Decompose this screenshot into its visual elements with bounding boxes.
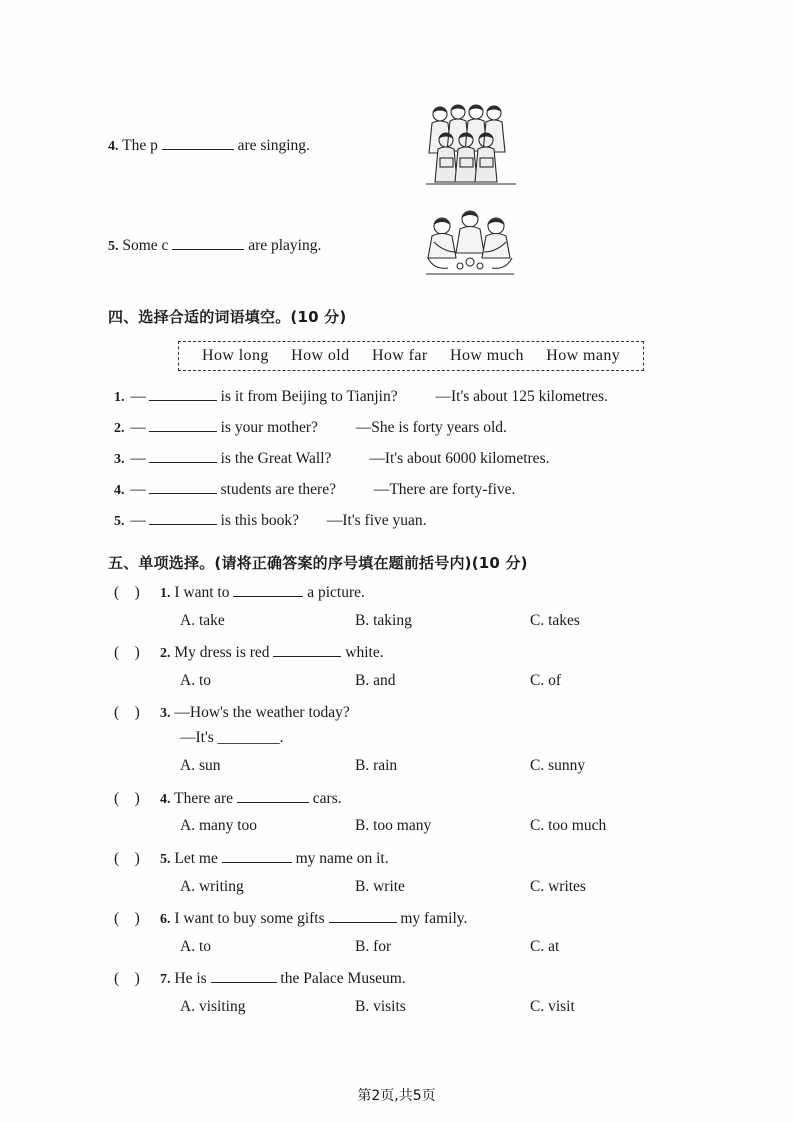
answer-blank[interactable] <box>149 478 217 494</box>
question-4-text <box>108 100 688 157</box>
option-c[interactable]: C. of <box>530 672 561 690</box>
mc-options <box>108 811 688 840</box>
em-dash: — <box>130 481 145 498</box>
item-number: 4. <box>160 791 171 807</box>
option-b[interactable]: B. visits <box>355 998 406 1015</box>
mc-stem <box>108 847 688 872</box>
fill-row <box>108 474 688 505</box>
mc-item <box>108 701 688 780</box>
answer-parenthesis[interactable]: ( ) <box>114 644 140 662</box>
option-a[interactable]: A. sun <box>180 757 221 775</box>
option-b[interactable]: B. taking <box>355 611 412 629</box>
fill-row <box>108 505 688 536</box>
question-5-text <box>108 200 688 257</box>
stem-after: white. <box>345 644 384 662</box>
item-number: 1. <box>114 390 125 405</box>
option-c[interactable]: C. visit <box>530 998 575 1015</box>
answer-blank[interactable] <box>222 847 292 863</box>
page-footer <box>0 1085 793 1105</box>
item-number: 6. <box>160 911 171 927</box>
answer-parenthesis[interactable]: ( ) <box>114 584 140 601</box>
answer-parenthesis[interactable]: ( ) <box>114 849 140 867</box>
answer-blank[interactable] <box>211 967 277 983</box>
option-c[interactable]: C. writes <box>530 877 586 895</box>
option-c[interactable]: C. too much <box>530 817 607 835</box>
stem-after: the Palace Museum. <box>280 970 406 988</box>
picture-question-4 <box>108 100 688 190</box>
mc-stem <box>108 701 688 726</box>
answer-blank[interactable] <box>233 581 303 597</box>
answer-blank[interactable] <box>149 509 217 525</box>
question-5-number: 5. <box>108 239 119 254</box>
fill-row <box>108 412 688 443</box>
option-c[interactable]: C. sunny <box>530 757 586 775</box>
word-bank-item-4: How many <box>546 347 621 364</box>
answer-blank[interactable] <box>149 385 217 401</box>
item-response: —It's five yuan. <box>326 512 427 529</box>
answer-blank[interactable] <box>149 447 217 463</box>
mc-stem <box>108 967 688 992</box>
answer-blank[interactable] <box>329 907 397 923</box>
mc-options <box>108 932 688 961</box>
option-a[interactable]: A. to <box>180 937 211 955</box>
item-response: —It's about 6000 kilometres. <box>369 450 550 467</box>
answer-parenthesis[interactable]: ( ) <box>114 970 140 988</box>
answer-blank[interactable] <box>172 234 244 250</box>
stem-before: I want to <box>174 584 230 601</box>
section-five-heading: 五、单项选择。(请将正确答案的序号填在题前括号内)(10 分) <box>108 554 528 572</box>
option-a[interactable]: A. visiting <box>180 998 246 1015</box>
question-4-before: The p <box>122 137 158 154</box>
option-c[interactable]: C. at <box>530 937 560 955</box>
em-dash: — <box>130 419 145 436</box>
mc-stem-line2: —It's ________. <box>180 729 284 747</box>
item-number: 3. <box>160 706 171 722</box>
children-playing-illustration <box>420 206 520 278</box>
answer-blank[interactable] <box>237 787 309 803</box>
option-b[interactable]: B. too many <box>355 817 432 835</box>
item-prompt: is this book? <box>220 512 299 529</box>
question-5-after: are playing. <box>248 237 322 254</box>
question-5-before: Some c <box>122 237 169 254</box>
stem-before: —How's the weather today? <box>174 704 350 722</box>
stem-after: cars. <box>312 789 342 807</box>
mc-item <box>108 787 688 841</box>
fill-row <box>108 443 688 474</box>
mc-stem <box>108 787 688 812</box>
mc-item <box>108 907 688 961</box>
picture-question-5 <box>108 200 688 288</box>
stem-after: my family. <box>400 909 468 927</box>
mc-options <box>108 606 688 635</box>
stem-before: I want to buy some gifts <box>174 909 325 927</box>
word-bank <box>178 341 644 371</box>
item-number: 4. <box>114 483 125 498</box>
stem-before: My dress is red <box>174 644 270 662</box>
section-four-heading: 四、选择合适的词语填空。(10 分) <box>108 308 347 326</box>
choir-singing-illustration <box>418 100 524 186</box>
fill-row <box>108 381 688 412</box>
item-response: —She is forty years old. <box>355 419 507 436</box>
em-dash: — <box>130 450 145 467</box>
item-prompt: is it from Beijing to Tianjin? <box>220 388 398 405</box>
item-number: 2. <box>160 646 171 662</box>
option-a[interactable]: A. take <box>180 611 225 629</box>
question-4-after: are singing. <box>237 137 310 154</box>
em-dash: — <box>130 512 145 529</box>
word-bank-item-2: How far <box>371 347 428 364</box>
option-b[interactable]: B. write <box>355 877 405 895</box>
mc-item <box>108 967 688 1021</box>
item-number: 7. <box>160 972 171 988</box>
answer-blank[interactable] <box>149 416 217 432</box>
word-bank-item-1: How old <box>291 347 350 364</box>
section-four-items <box>108 381 688 536</box>
mc-stem <box>108 641 688 666</box>
item-response: —It's about 125 kilometres. <box>435 388 608 405</box>
mc-stem <box>108 907 688 932</box>
mc-item <box>108 581 688 635</box>
section-five-items <box>108 581 688 1021</box>
item-prompt: is the Great Wall? <box>220 450 332 467</box>
item-number: 5. <box>160 851 171 867</box>
item-number: 3. <box>114 452 125 467</box>
option-a[interactable]: A. to <box>180 672 211 690</box>
answer-blank[interactable] <box>273 642 341 658</box>
mc-options <box>108 666 688 695</box>
mc-stem <box>108 581 688 606</box>
stem-after: a picture. <box>307 584 365 601</box>
option-b[interactable]: B. and <box>355 672 396 690</box>
stem-before: Let me <box>174 849 218 867</box>
mc-options <box>108 992 688 1021</box>
item-number: 2. <box>114 421 125 436</box>
page-content <box>108 100 688 1021</box>
answer-parenthesis[interactable]: ( ) <box>114 789 140 807</box>
item-number: 5. <box>114 514 125 529</box>
option-a[interactable]: A. many too <box>180 817 258 835</box>
stem-after: my name on it. <box>295 849 389 867</box>
stem-before: He is <box>174 970 207 988</box>
word-bank-item-0: How long <box>202 347 269 364</box>
page-number-label: 第2页,共5页 <box>357 1088 436 1104</box>
em-dash: — <box>130 388 145 405</box>
option-c[interactable]: C. takes <box>530 611 580 629</box>
answer-blank[interactable] <box>162 134 234 150</box>
word-bank-item-3: How much <box>450 347 524 364</box>
option-a[interactable]: A. writing <box>180 877 244 895</box>
mc-item <box>108 847 688 901</box>
item-prompt: is your mother? <box>220 419 318 436</box>
mc-item <box>108 641 688 695</box>
mc-options <box>108 872 688 901</box>
mc-options <box>108 751 688 780</box>
item-number: 1. <box>160 586 171 601</box>
option-b[interactable]: B. rain <box>355 757 398 775</box>
answer-parenthesis[interactable]: ( ) <box>114 704 140 722</box>
question-4-number: 4. <box>108 139 119 154</box>
option-b[interactable]: B. for <box>355 937 392 955</box>
item-prompt: students are there? <box>220 481 336 498</box>
item-response: —There are forty-five. <box>373 481 516 498</box>
stem-before: There are <box>174 789 234 807</box>
answer-parenthesis[interactable]: ( ) <box>114 909 140 927</box>
